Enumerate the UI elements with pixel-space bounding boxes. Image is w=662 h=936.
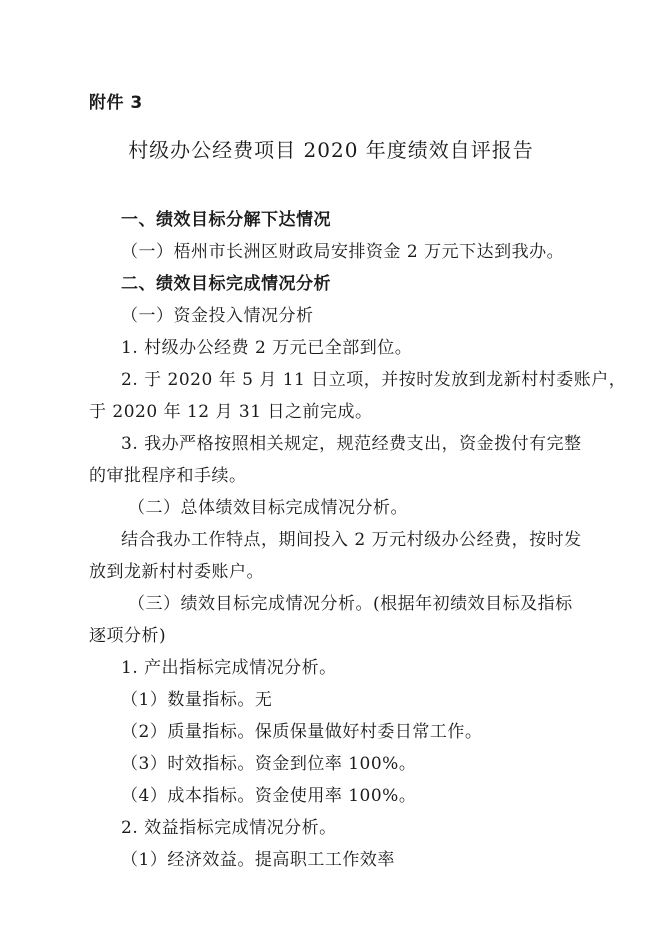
- paragraph-item-3-line-1: 3. 我办严格按照相关规定，规范经费支出，资金拨付有完整: [121, 434, 582, 454]
- output-indicator-timeliness: （3）时效指标。资金到位率 100%。: [121, 754, 417, 774]
- subsection-2-heading: （二）总体绩效目标完成情况分析。: [128, 498, 408, 518]
- benefit-indicator-economic: （1）经济效益。提高职工工作效率: [121, 850, 395, 870]
- paragraph-item-3-line-2: 的审批程序和手续。: [89, 466, 247, 486]
- paragraph-item-2-line-2: 于 2020 年 12 月 31 日之前完成。: [89, 402, 373, 422]
- output-indicator-heading: 1. 产出指标完成情况分析。: [121, 658, 337, 678]
- output-indicator-cost: （4）成本指标。资金使用率 100%。: [121, 786, 417, 806]
- subsection-2-paragraph-line-2: 放到龙新村村委账户。: [89, 562, 264, 582]
- document-title: 村级办公经费项目 2020 年度绩效自评报告: [128, 138, 534, 162]
- attachment-label: 附件 3: [89, 93, 143, 113]
- output-indicator-quality: （2）质量指标。保质保量做好村委日常工作。: [121, 722, 483, 742]
- section-heading-1: 一、绩效目标分解下达情况: [121, 210, 331, 230]
- subsection-2-paragraph-line-1: 结合我办工作特点，期间投入 2 万元村级办公经费，按时发: [121, 530, 582, 550]
- benefit-indicator-heading: 2. 效益指标完成情况分析。: [121, 818, 337, 838]
- paragraph-item-2-line-1: 2. 于 2020 年 5 月 11 日立项，并按时发放到龙新村村委账户，: [121, 370, 627, 390]
- paragraph-item-1: 1. 村级办公经费 2 万元已全部到位。: [121, 338, 413, 358]
- output-indicator-quantity: （1）数量指标。无: [121, 690, 273, 710]
- subsection-1-heading: （一）资金投入情况分析: [121, 306, 314, 326]
- subsection-3-heading-line-1: （三）绩效目标完成情况分析。(根据年初绩效目标及指标: [128, 594, 573, 614]
- section-heading-2: 二、绩效目标完成情况分析: [121, 274, 331, 294]
- subsection-3-heading-line-2: 逐项分析): [89, 626, 167, 646]
- section-1-paragraph: （一）梧州市长洲区财政局安排资金 2 万元下达到我办。: [121, 242, 565, 262]
